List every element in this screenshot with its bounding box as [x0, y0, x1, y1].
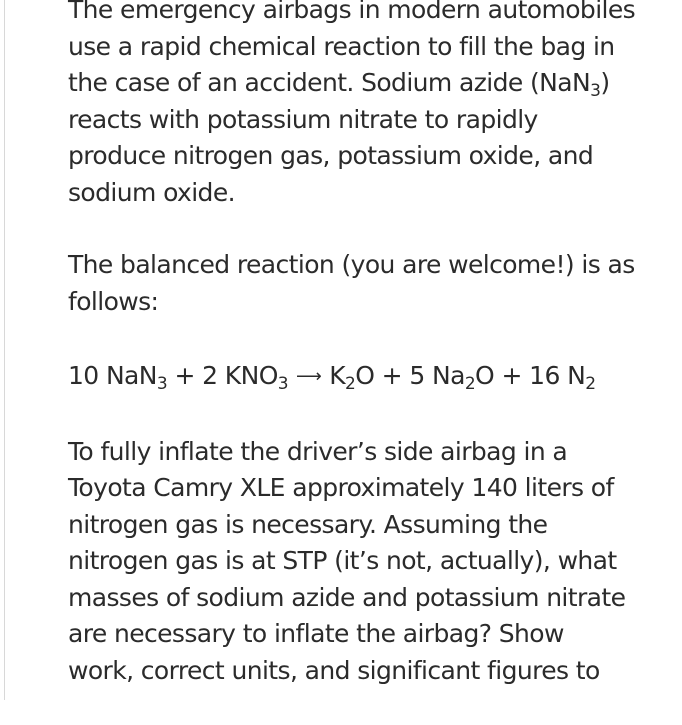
balanced-equation: 10 NaN$_3$ + 2 $KNO_3$ ⟶ $K_2O + 5$ $Na_2O + 16$ $N_2$	[68, 361, 596, 394]
intro-line-4: reacts with potassium nitrate to rapidly	[68, 104, 538, 134]
question-line-6: are necessary to inflate the airbag? Show	[68, 619, 564, 648]
reaction-intro-line-2: follows:	[68, 286, 159, 316]
question-line-7: work, correct units, and significant figures to	[68, 655, 600, 685]
paragraph-reaction-intro	[68, 247, 668, 320]
question-line-3: nitrogen gas is necessary. Assuming the	[68, 509, 548, 539]
question-text	[68, 0, 668, 725]
left-border	[4, 0, 5, 700]
intro-line-6: sodium oxide.	[68, 177, 235, 207]
question-line-4: nitrogen gas is at STP (it’s not, actually), what	[68, 546, 617, 575]
question-line-1: To fully inflate the driver’s side airbag in a	[68, 436, 568, 466]
paragraph-intro	[68, 0, 668, 211]
reaction-intro-line-1: The balanced reaction (you are welcome!) is as	[68, 250, 635, 279]
paragraph-question	[68, 434, 668, 690]
intro-line-5: produce nitrogen gas, potassium oxide, and	[68, 141, 594, 170]
reaction-arrow-icon: ⟶	[296, 366, 322, 387]
intro-line-1: The emergency airbags in modern automobiles	[68, 0, 636, 24]
intro-line-2: use a rapid chemical reaction to fill the bag in	[68, 31, 615, 61]
question-line-2: Toyota Camry XLE approximately 140 liters of	[68, 473, 614, 502]
question-line-5: masses of sodium azide and potassium nitrate	[68, 582, 626, 612]
intro-line-3: the case of an accident. Sodium azide (NaN$_3$)	[68, 68, 610, 101]
